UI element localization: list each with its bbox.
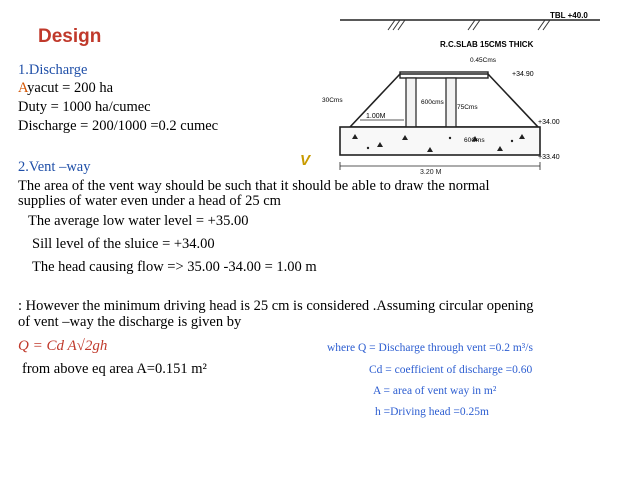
rc-slab [400,72,488,78]
label-100m: 1.00M [366,113,386,120]
vent-heading: 2.Vent –way [18,159,91,175]
where-q: where Q = Discharge through vent =0.2 m³/s [327,342,533,354]
label-30cms: 30Cms [322,97,343,104]
label-75cms: 75Cms [457,104,478,111]
v-mark: V [300,152,311,169]
label-600cms: 600cms [421,99,444,106]
discharge-heading: 1.Discharge [18,62,88,78]
head-line: The head causing flow => 35.00 -34.00 = 1.00 m [32,259,317,275]
base-concrete [340,127,540,155]
sill-line: Sill level of the sluice = +34.00 [32,236,215,252]
left-wall [406,78,416,127]
low-water-line: The average low water level = +35.00 [28,213,249,229]
label-3400: +34.00 [538,119,560,126]
ayacut-first-letter: A [18,80,28,96]
label-045: 0.45Cms [470,57,497,64]
area-line: from above eq area A=0.151 m² [22,361,207,377]
where-a: A = area of vent way in m² [373,385,497,397]
vent-para2-line2: of vent –way the discharge is given by [18,314,242,330]
vent-para2-line1: : However the minimum driving head is 25 cm is considered .Assuming circular opening [18,298,534,314]
duty-line: Duty = 1000 ha/cumec [18,99,151,115]
ayacut-rest: yacut = 200 ha [27,80,114,96]
slab-label: R.C.SLAB 15CMS THICK [440,40,534,49]
label-60cms: 60Cms [464,137,485,144]
vent-para1-line2: supplies of water even under a head of 25 cm [18,193,281,209]
slide-title: Design [38,26,102,47]
discharge-line: Discharge = 200/1000 =0.2 cumec [18,118,219,134]
discharge-formula: Q = Cd A√2gh [18,338,108,354]
where-h: h =Driving head =0.25m [375,406,489,418]
label-3340: +33.40 [538,154,560,161]
sluice-cross-section-diagram [300,2,638,180]
ayacut-line [18,80,113,97]
right-wall [446,78,456,127]
where-cd: Cd = coefficient of discharge =0.60 [369,364,533,376]
label-3490: +34.90 [512,71,534,78]
ground-hatch [388,20,550,30]
tbl-label: TBL +40.0 [550,11,588,20]
vent-para1-line1: The area of the vent way should be such that it should be able to draw the normal [18,178,490,194]
label-320m: 3.20 M [420,169,442,176]
